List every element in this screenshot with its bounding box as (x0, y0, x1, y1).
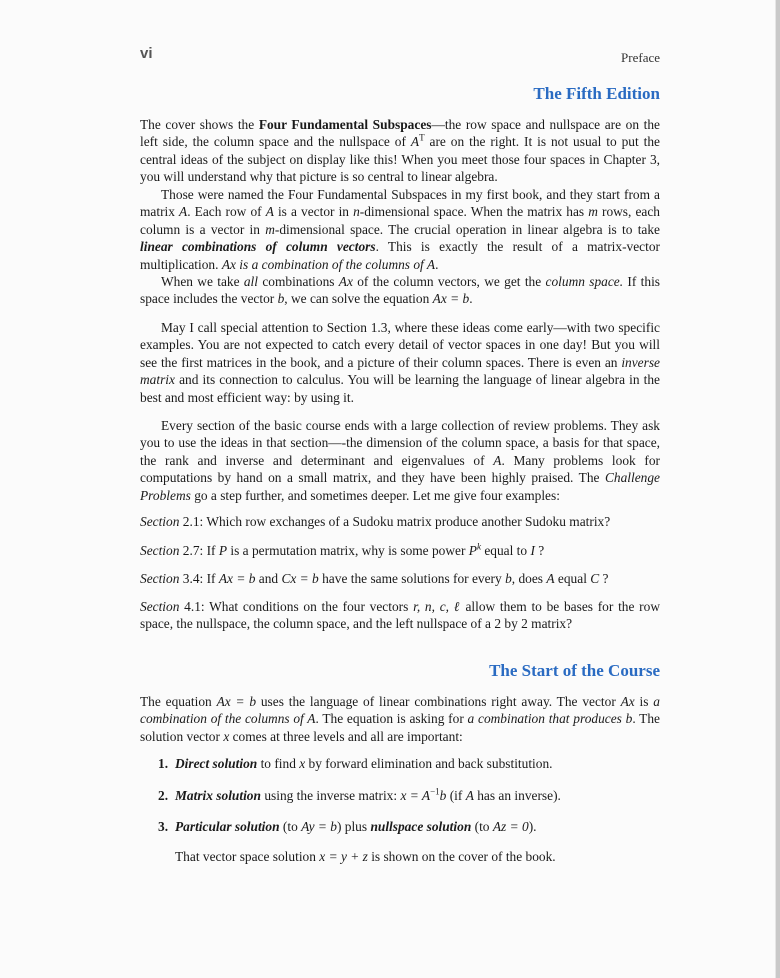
page-number: vi (140, 45, 153, 62)
paragraph-column-space: When we take all combinations Ax of the column vectors, we get the column space. If this space includes the vector b, we can solve the equation Ax = b. (140, 274, 660, 307)
page-edge (776, 0, 780, 978)
section-title-fifth-edition: The Fifth Edition (533, 84, 660, 103)
running-title: Preface (621, 50, 660, 65)
example-section-2-7: Section 2.7: If P is a permutation matrix, why is some power $P^k$ equal to I ? (140, 541, 545, 558)
list-item-particular-solution: 3. Particular solution (to Ay = b) plus nullspace solution (to Az = 0). (158, 819, 537, 834)
paragraph-cover: The cover shows the Four Fundamental Subspaces—the row space and nullspace are on the left side, the column space and the nullspace of $A^T$ are on the right. It is not usual to put the central ideas of the subject on display like this! When you meet those four spaces in Chapter 3, you will understand why that picture is so central to linear algebra. (140, 117, 660, 185)
list-item-matrix-solution: 2. Matrix solution using the inverse matrix: $x = A^{-1}b$ (if A has an inverse). (158, 786, 561, 803)
example-section-3-4: Section 3.4: If Ax = b and Cx = b have the same solutions for every b, does A equal C ? (140, 571, 609, 586)
example-section-4-1: Section 4.1: What conditions on the four vectors r, n, c, ℓ allow them to be bases for the row space, the nullspace, the column space, and the left nullspace of a 2 by 2 matrix? (140, 599, 661, 632)
section-title-start-of-course: The Start of the Course (489, 661, 660, 680)
paragraph-review-problems: Every section of the basic course ends with a large collection of review problems. They ask you to use the ideas in that section—-the dimension of the column space, a basis for that space, the rank and inverse and determinant and eigenvalues of A. Many problems look for computations by hand on a small matrix, and they have been highly praised. The Challenge Problems go a step further, and sometimes deeper. Let me give four examples: (140, 418, 661, 503)
paragraph-section-1-3: May I call special attention to Section 1.3, where these ideas come early—with two specific examples. You are not expected to catch every detail of vector spaces in one day! But you will see the first matrices in the book, and a picture of their column spaces. There is even an inverse matrix and its connection to calculus. You will be learning the language of linear algebra in the best and most efficient way: by using it. (140, 320, 660, 405)
list-item-direct-solution: 1. Direct solution to find x by forward elimination and back substitution. (158, 756, 553, 771)
example-section-2-1: Section 2.1: Which row exchanges of a Sudoku matrix produce another Sudoku matrix? (140, 514, 611, 529)
paragraph-four-subspaces: Those were named the Four Fundamental Subspaces in my first book, and they start from a matrix A. Each row of A is a vector in n-dimensional space. When the matrix has m rows, each column is a vector in m-dimensional space. The crucial operation in linear algebra is to take linear combinations of column vectors. This is exactly the result of a matrix-vector multiplication. Ax is a combination of the columns of A. (140, 187, 660, 272)
paragraph-equation: The equation Ax = b uses the language of linear combinations right away. The vector Ax is a combination of the columns of A. The equation is asking for a combination that produces b. The solution vector x comes at three levels and all are important: (140, 694, 661, 744)
closing-sentence: That vector space solution x = y + z is shown on the cover of the book. (175, 849, 556, 864)
